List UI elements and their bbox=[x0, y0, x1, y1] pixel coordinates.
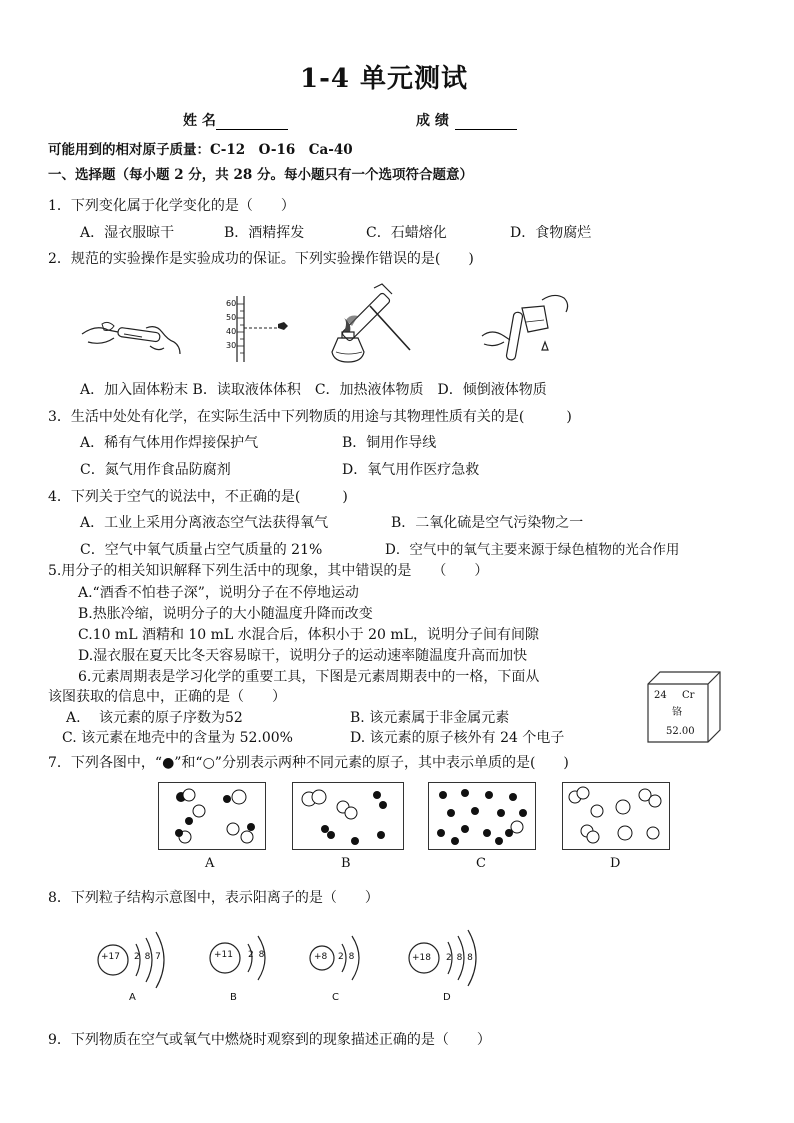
name-field bbox=[183, 112, 288, 130]
q6-option-b[interactable]: B. 该元素属于非金属元素 bbox=[350, 710, 510, 726]
cylinder-tick-50: 50 bbox=[226, 313, 237, 322]
q7-label-a: A bbox=[205, 856, 215, 871]
name-blank[interactable] bbox=[216, 113, 288, 130]
particle-b-shells: 2 8 bbox=[248, 950, 265, 960]
q5-option-a[interactable]: A.“酒香不怕巷子深”，说明分子在不停地运动 bbox=[78, 585, 359, 601]
score-blank[interactable] bbox=[455, 113, 517, 130]
particle-b-nucleus: +11 bbox=[214, 950, 233, 960]
q2-options[interactable]: A．加入固体粉末 B．读取液体体积 C．加热液体物质 D．倾倒液体物质 bbox=[80, 382, 547, 398]
particle-a-shells: 2 8 7 bbox=[134, 952, 161, 962]
q4-option-d[interactable]: D．空气中的氧气主要来源于绿色植物的光合作用 bbox=[385, 542, 680, 558]
question-1: 1．下列变化属于化学变化的是（ ） bbox=[48, 198, 295, 214]
particle-c-nucleus: +8 bbox=[314, 952, 328, 962]
particle-box-c-atoms bbox=[429, 783, 535, 849]
question-6: 6.元素周期表是学习化学的重要工具，下图是元素周期表中的一格，下面从 bbox=[78, 669, 540, 685]
q5-option-b[interactable]: B.热胀冷缩，说明分子的大小随温度升降而改变 bbox=[78, 606, 373, 622]
particle-d-label: D bbox=[443, 992, 451, 1003]
powder-adding-illustration bbox=[80, 312, 185, 362]
q4-option-c[interactable]: C．空气中氧气质量占空气质量的 21% bbox=[80, 542, 323, 558]
element-name: 铬 bbox=[672, 707, 682, 718]
question-9: 9．下列物质在空气或氧气中燃烧时观察到的现象描述正确的是（ ） bbox=[48, 1032, 491, 1048]
question-4: 4．下列关于空气的说法中，不正确的是( ) bbox=[48, 489, 348, 505]
particle-box-a[interactable] bbox=[158, 782, 266, 850]
q7-label-c: C bbox=[476, 856, 486, 871]
q1-option-a[interactable]: A．湿衣服晾干 bbox=[80, 225, 175, 241]
q4-option-a[interactable]: A．工业上采用分离液态空气法获得氧气 bbox=[80, 515, 329, 531]
particle-box-a-atoms bbox=[159, 783, 265, 849]
cylinder-tick-40: 40 bbox=[226, 327, 237, 336]
particle-b-label: B bbox=[230, 992, 237, 1003]
particle-d-shells: 2 8 8 bbox=[446, 953, 473, 963]
q5-option-c[interactable]: C.10 mL 酒精和 10 mL 水混合后，体积小于 20 mL，说明分子间有间隙 bbox=[78, 627, 539, 643]
q3-option-a[interactable]: A．稀有气体用作焊接保护气 bbox=[80, 435, 259, 451]
score-label: 成 绩 bbox=[416, 113, 449, 129]
question-7: 7．下列各图中，“●”和“○”分别表示两种不同元素的原子，其中表示单质的是( ) bbox=[48, 755, 569, 771]
element-mass: 52.00 bbox=[666, 726, 695, 737]
q7-label-d: D bbox=[610, 856, 621, 871]
question-8: 8．下列粒子结构示意图中，表示阳离子的是（ ） bbox=[48, 890, 379, 906]
particle-a-nucleus: +17 bbox=[101, 952, 120, 962]
heating-liquid-illustration bbox=[330, 282, 420, 368]
q6-option-d[interactable]: D. 该元素的原子核外有 24 个电子 bbox=[350, 730, 565, 746]
score-field bbox=[416, 112, 517, 130]
particle-box-b-atoms bbox=[293, 783, 403, 849]
section-heading: 一、选择题（每小题 2 分，共 28 分。每小题只有一个选项符合题意） bbox=[48, 167, 473, 183]
q1-option-b[interactable]: B．酒精挥发 bbox=[224, 225, 305, 241]
particle-c-shells: 2 8 bbox=[338, 952, 355, 962]
q5-option-d[interactable]: D.湿衣服在夏天比冬天容易晾干，说明分子的运动速率随温度升高而加快 bbox=[78, 648, 528, 664]
particle-box-d-atoms bbox=[563, 783, 669, 849]
particle-diagram-b bbox=[208, 930, 278, 990]
particle-box-d[interactable] bbox=[562, 782, 670, 850]
particle-a-label: A bbox=[129, 992, 136, 1003]
element-symbol: Cr bbox=[682, 690, 695, 701]
q6-option-c[interactable]: C. 该元素在地壳中的含量为 52.00% bbox=[62, 730, 293, 746]
question-5: 5.用分子的相关知识解释下列生活中的现象，其中错误的是 （ ） bbox=[48, 563, 489, 579]
page-title: 1-4 单元测试 bbox=[300, 64, 469, 94]
cylinder-tick-60: 60 bbox=[226, 299, 237, 308]
name-label: 姓 名 bbox=[183, 113, 216, 129]
q3-option-d[interactable]: D．氧气用作医疗急救 bbox=[342, 462, 480, 478]
q4-option-b[interactable]: B．二氧化硫是空气污染物之一 bbox=[391, 515, 584, 531]
q3-option-b[interactable]: B．铜用作导线 bbox=[342, 435, 437, 451]
particle-d-nucleus: +18 bbox=[412, 953, 431, 963]
q1-option-d[interactable]: D．食物腐烂 bbox=[510, 225, 592, 241]
q7-label-b: B bbox=[341, 856, 351, 871]
q6-option-a[interactable]: A. 该元素的原子序数为52 bbox=[66, 710, 243, 726]
particle-c-label: C bbox=[332, 992, 339, 1003]
question-3: 3．生活中处处有化学，在实际生活中下列物质的用途与其物理性质有关的是( ) bbox=[48, 409, 572, 425]
pouring-liquid-illustration bbox=[480, 292, 580, 368]
particle-box-b[interactable] bbox=[292, 782, 404, 850]
particle-box-c[interactable] bbox=[428, 782, 536, 850]
cylinder-tick-30: 30 bbox=[226, 341, 237, 350]
atomic-masses: 可能用到的相对原子质量：C-12 O-16 Ca-40 bbox=[48, 142, 353, 158]
element-number: 24 bbox=[654, 690, 667, 701]
q3-option-c[interactable]: C．氮气用作食品防腐剂 bbox=[80, 462, 231, 478]
q1-option-c[interactable]: C．石蜡熔化 bbox=[366, 225, 447, 241]
question-2: 2．规范的实验操作是实验成功的保证。下列实验操作错误的是( ) bbox=[48, 251, 474, 267]
question-6-cont: 该图获取的信息中，正确的是（ ） bbox=[48, 689, 286, 705]
